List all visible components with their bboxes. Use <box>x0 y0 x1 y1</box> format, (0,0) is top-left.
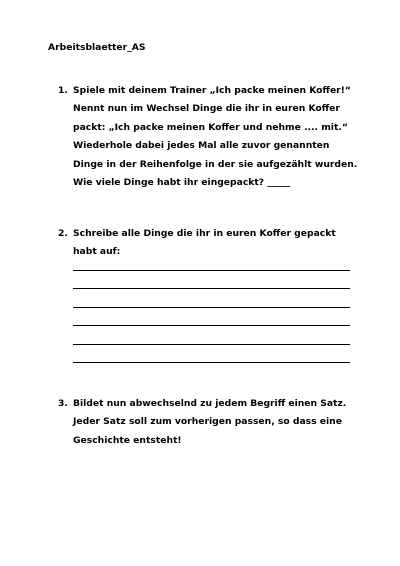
task-line: Nennt nun im Wechsel Dinge die ihr in euren Koffer <box>73 103 340 115</box>
task-2 <box>58 225 358 262</box>
task-1 <box>58 82 358 192</box>
task-line: Dinge in der Reihenfolge in der sie aufgezählt wurden. <box>73 158 358 170</box>
task-line: packt: „Ich packe meinen Koffer und nehme .... mit.“ <box>73 121 348 133</box>
answer-line <box>73 345 350 363</box>
task-line: Bildet nun abwechselnd zu jedem Begriff einen Satz. <box>73 398 347 409</box>
answer-line <box>73 308 350 326</box>
task-line: Jeder Satz soll zum vorherigen passen, so dass eine <box>73 416 342 428</box>
page-title: Arbeitsblaetter_AS <box>48 42 146 53</box>
task-text <box>73 395 358 450</box>
task-line: Spiele mit deinem Trainer „Ich packe meinen Koffer!“ <box>73 85 351 96</box>
task-line: Geschichte entsteht! <box>73 434 182 446</box>
task-text <box>73 82 358 192</box>
task-number: 3. <box>58 398 68 409</box>
task-text <box>73 225 358 262</box>
answer-line <box>73 289 350 307</box>
task-line: habt auf: <box>73 246 121 258</box>
answer-lines <box>73 270 350 363</box>
task-line: Wie viele Dinge habt ihr eingepackt? _____ <box>73 177 291 189</box>
task-number: 1. <box>58 85 68 96</box>
task-number: 2. <box>58 228 68 239</box>
answer-line <box>73 326 350 344</box>
task-line: Wiederhole dabei jedes Mal alle zuvor genannten <box>73 140 330 152</box>
task-line: Schreibe alle Dinge die ihr in euren Koffer gepackt <box>73 228 336 239</box>
task-3 <box>58 395 358 450</box>
answer-line <box>73 271 350 289</box>
